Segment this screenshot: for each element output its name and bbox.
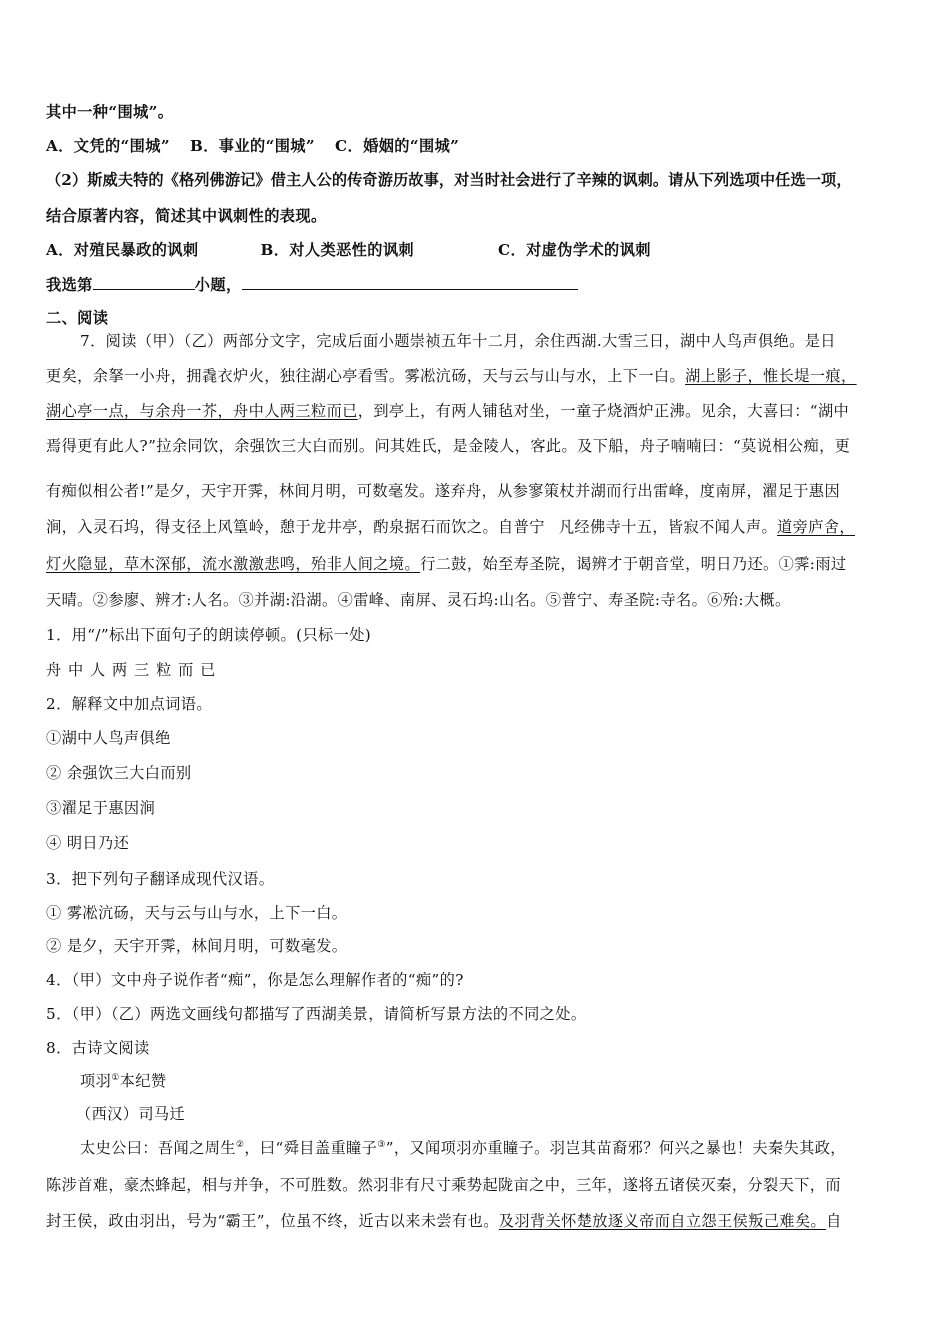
options-row <box>46 240 908 260</box>
sub-question: ①湖中人鸟声俱绝 <box>46 729 171 747</box>
section-title: 二、阅读 <box>46 309 109 327</box>
underlined-sentence: 道旁庐舍， <box>777 518 855 536</box>
passage-line: 灯火隐显，草木深郁，流水激激悲鸣，殆非人间之境。行二鼓，始至寿圣院，谒辨才于朝音堂，明日乃还。①霁:雨过 <box>46 555 847 573</box>
passage-line: 封王侯，政由羽出，号为“霸王”，位虽不终，近古以来未尝有也。及羽背关怀楚放逐义帝而自立怨王侯叛己难矣。自 <box>46 1212 842 1230</box>
underlined-sentence: 及羽背关怀楚放逐义帝而自立怨王侯叛己难矣。 <box>498 1212 827 1230</box>
question: 8．古诗文阅读 <box>46 1039 150 1057</box>
passage-line: 天晴。②参廖、辨才:人名。③并湖:沿湖。④雷峰、南屏、灵石坞:山名。⑤普宁、寿圣院:寺名。⑥殆:大概。 <box>46 591 791 609</box>
sub-question: ③濯足于惠因涧 <box>46 799 156 817</box>
question: 3．把下列句子翻译成现代汉语。 <box>46 870 275 888</box>
question: 2．解释文中加点词语。 <box>46 695 212 713</box>
option-c: C．对虚伪学术的讽刺 <box>498 241 651 259</box>
text-line: 结合原著内容，简述其中讽刺性的表现。 <box>46 207 327 225</box>
text-line: （2）斯威夫特的《格列佛游记》借主人公的传奇游历故事，对当时社会进行了辛辣的讽刺。请从下列选项中任选一项， <box>46 171 852 189</box>
passage-line: 有痴似相公者!”是夕，天宇开霁，林间月明，可数毫发。遂弃舟，从参寥策杖并湖而行出雷峰，度南屏，濯足于惠因 <box>46 482 841 500</box>
answer-blank[interactable] <box>242 274 578 290</box>
sub-question: ① 雾凇沆砀，天与云与山与水，上下一白。 <box>46 904 348 922</box>
passage-line: 湖心亭一点，与余舟一芥，舟中人两三粒而已，到亭上，有两人铺毡对坐，一童子烧酒炉正沸。见余，大喜曰：“湖中 <box>46 402 850 420</box>
option-a: A．对殖民暴政的讽刺 <box>46 241 199 259</box>
passage-line: 更矣，余拏一小舟，拥毳衣炉火，独往湖心亭看雪。雾凇沆砀，天与云与山与水，上下一白。湖上影子，惟长堤一痕， <box>46 367 857 385</box>
passage-line: 太史公曰：吾闻之周生②，曰“舜目盖重瞳子③”，又闻项羽亦重瞳子。羽岂其苗裔邪？何兴之暴也！夫秦失其政， <box>80 1139 846 1157</box>
underlined-sentence: 湖上影子，惟长堤一痕， <box>685 367 857 385</box>
option-a: A．文凭的“围城” <box>46 137 170 155</box>
passage-line: 焉得更有此人?”拉余同饮，余强饮三大白而别。问其姓氏，是金陵人，客此。及下船，舟子喃喃曰：“莫说相公痴，更 <box>46 437 851 455</box>
passage-line: 7．阅读（甲）（乙）两部分文字，完成后面小题崇祯五年十二月，余住西湖.大雪三日，湖中人鸟声俱绝。是日 <box>80 332 836 350</box>
sub-question: ② 余强饮三大白而别 <box>46 764 192 782</box>
question-sentence: 舟 中 人 两 三 粒 而 已 <box>46 661 217 679</box>
question: 5．（甲）（乙）两选文画线句都描写了西湖美景，请简析写景方法的不同之处。 <box>46 1005 587 1023</box>
choice-line: 我选第 小题， <box>46 274 908 295</box>
poem-heading: 项羽①本纪赞 <box>80 1072 167 1090</box>
option-c: C．婚姻的“围城” <box>335 137 460 155</box>
option-b: B．事业的“围城” <box>189 137 316 155</box>
sub-question: ④ 明日乃还 <box>46 834 130 852</box>
options-row <box>46 136 908 156</box>
option-b: B．对人类恶性的讽刺 <box>260 241 415 259</box>
question: 1．用“/”标出下面句子的朗读停顿。(只标一处) <box>46 626 372 644</box>
passage-line: 涧，入灵石坞，得支径上风篁岭，憩于龙井亭，酌泉据石而饮之。自普宁 凡经佛寺十五，皆寂不闻人声。道旁庐舍， <box>46 518 855 536</box>
underlined-sentence: 灯火隐显，草木深郁，流水激激悲鸣，殆非人间之境。 <box>46 555 421 573</box>
text-line: 其中一种“围城”。 <box>46 103 174 121</box>
answer-blank[interactable] <box>93 274 195 290</box>
question: 4．（甲）文中舟子说作者“痴”，你是怎么理解作者的“痴”的? <box>46 971 464 989</box>
poem-author: （西汉）司马迁 <box>76 1105 186 1123</box>
sub-question: ② 是夕，天宇开霁，林间月明，可数毫发。 <box>46 937 348 955</box>
underlined-sentence: 湖心亭一点，与余舟一芥，舟中人两三粒而已 <box>46 402 358 420</box>
passage-line: 陈涉首难，豪杰蜂起，相与并争，不可胜数。然羽非有尺寸乘势起陇亩之中，三年，遂将五诸侯灭秦，分裂天下，而 <box>46 1176 841 1194</box>
